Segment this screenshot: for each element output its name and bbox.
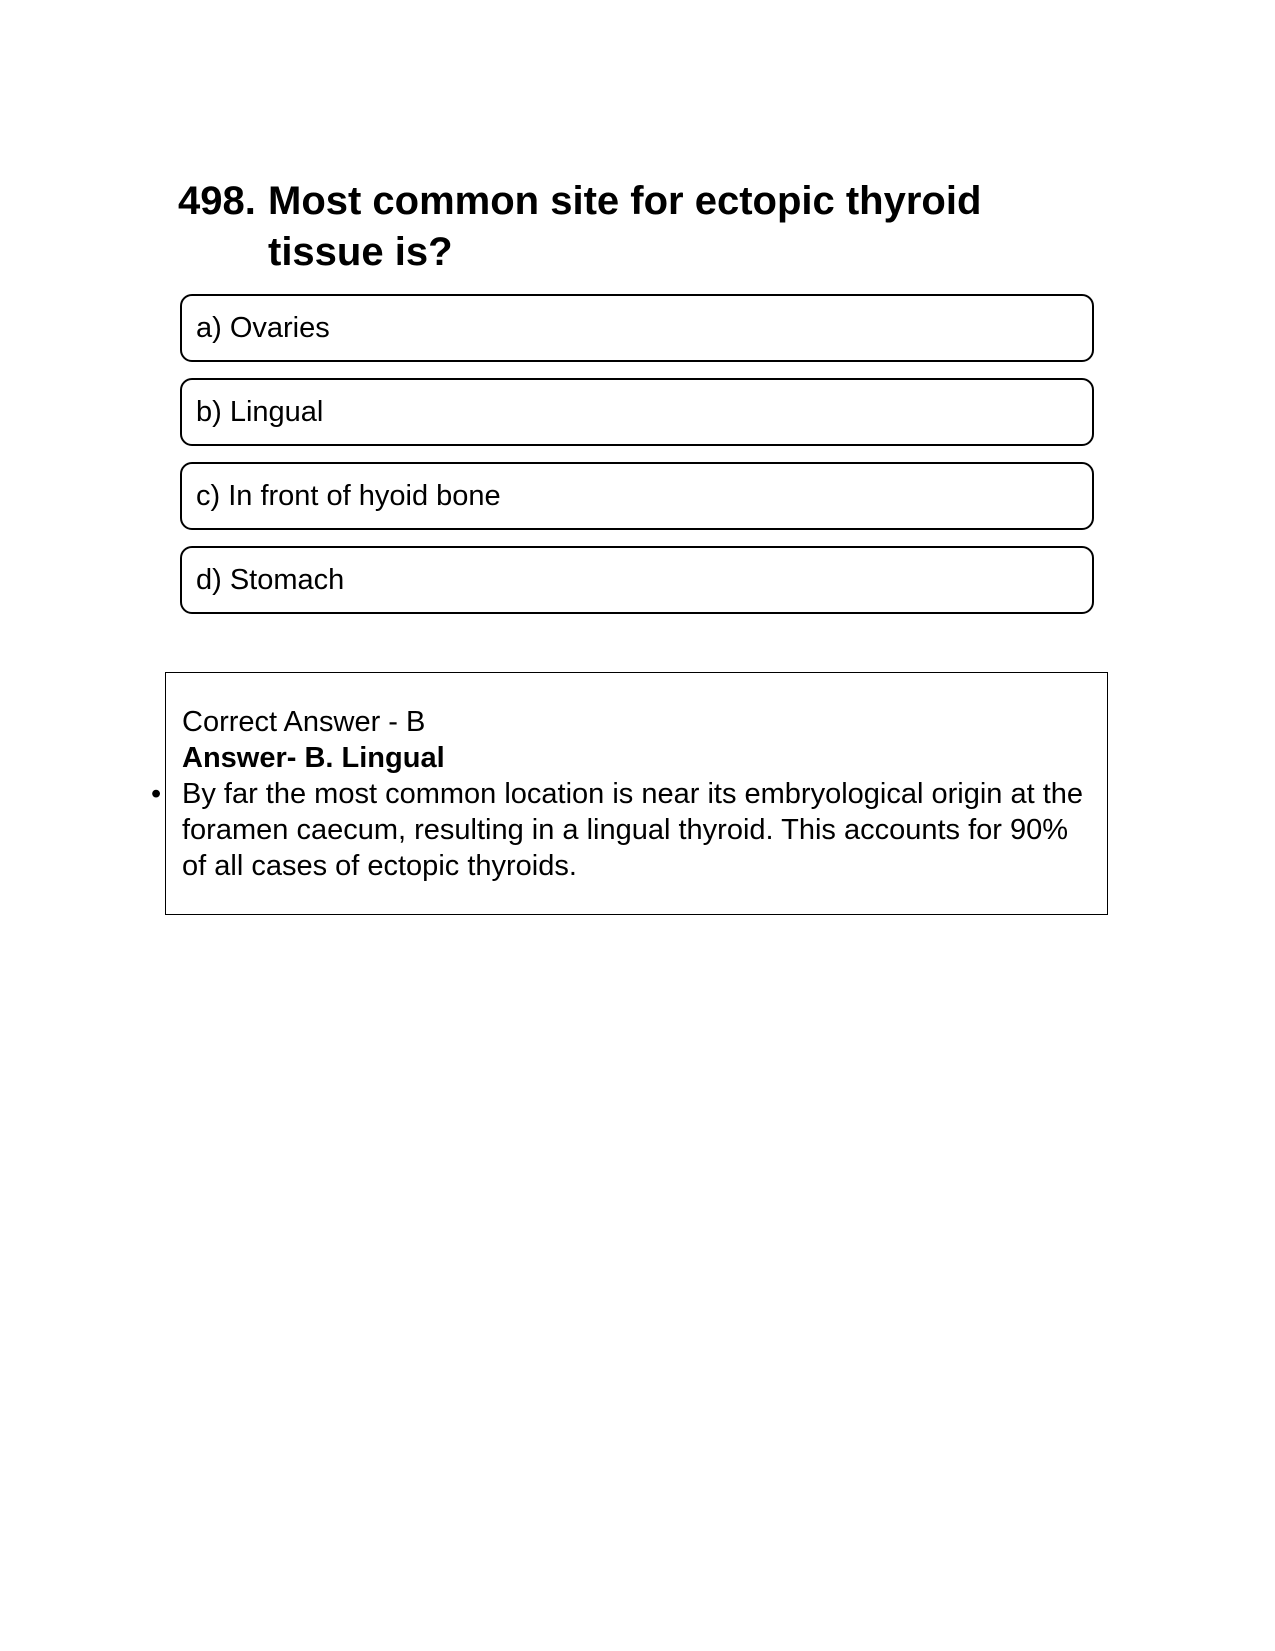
option-b[interactable] bbox=[180, 378, 1094, 446]
question-text: Most common site for ectopic thyroid tissue is? bbox=[268, 179, 982, 274]
option-c-label: c) In front of hyoid bone bbox=[196, 479, 501, 512]
explanation-text: By far the most common location is near its embryological origin at the foramen caecum, resulting in a lingual thyroid. This accounts for 90% of all cases of ectopic thyroids. bbox=[182, 778, 1084, 882]
answer-heading: Answer- B. Lingual bbox=[182, 742, 445, 774]
option-c[interactable] bbox=[180, 462, 1094, 530]
question-heading bbox=[178, 176, 1078, 278]
question-number: 498. bbox=[178, 179, 256, 223]
option-d[interactable] bbox=[180, 546, 1094, 614]
option-a-label: a) Ovaries bbox=[196, 311, 330, 344]
option-d-label: d) Stomach bbox=[196, 563, 345, 596]
correct-answer-line: Correct Answer - B bbox=[182, 706, 426, 738]
option-a[interactable] bbox=[180, 294, 1094, 362]
answer-box bbox=[151, 672, 1108, 915]
option-b-label: b) Lingual bbox=[196, 395, 324, 428]
options-list bbox=[180, 294, 1094, 630]
explanation-bullet-item bbox=[151, 776, 1092, 884]
bullet-icon: • bbox=[151, 778, 162, 810]
